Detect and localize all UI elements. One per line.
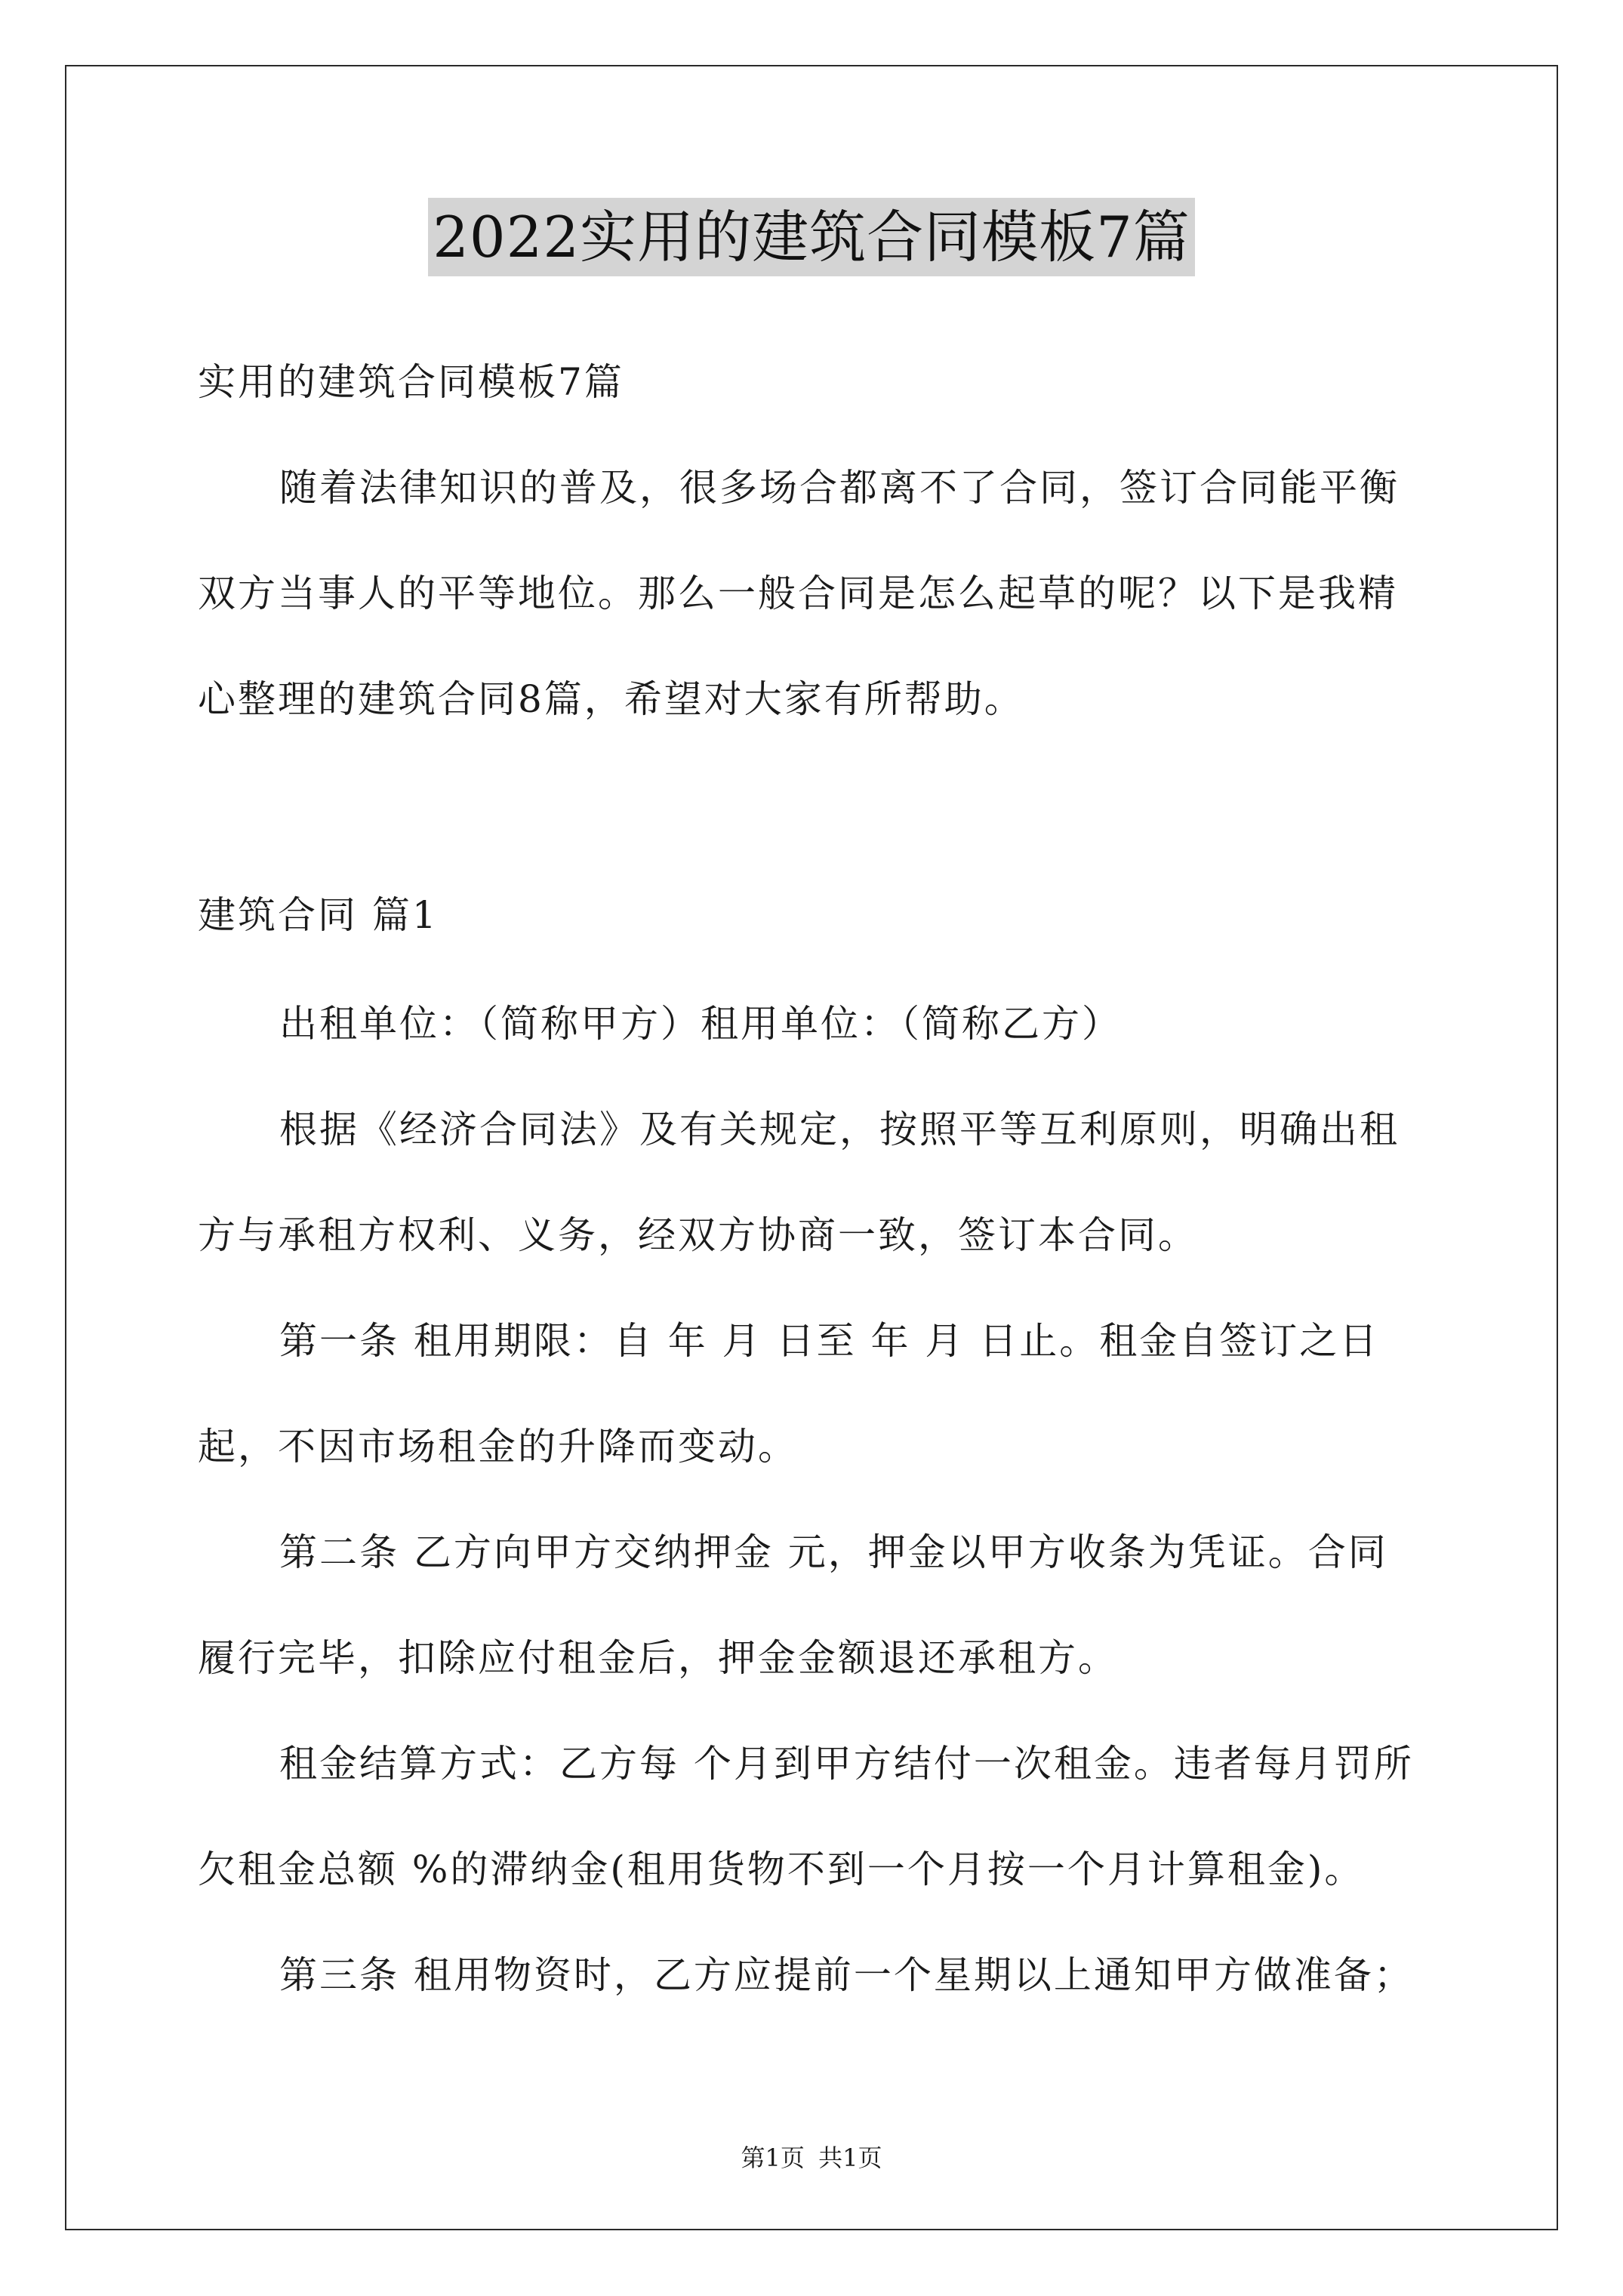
body-line-6: 第二条 乙方向甲方交纳押金 元，押金以甲方收条为凭证。合同 [279,1530,1388,1574]
body-line-2: 根据《经济合同法》及有关规定，按照平等互利原则，明确出租 [279,1108,1400,1151]
page-number-current: 第1页 [741,2143,805,2172]
document-subtitle: 实用的建筑合同模板7篇 [198,360,624,404]
intro-line-1: 随着法律知识的普及，很多场合都离不了合同，签订合同能平衡 [279,466,1400,510]
document-title: 2022实用的建筑合同模板7篇 [428,198,1195,276]
body-line-3: 方与承租方权利、义务，经双方协商一致，签订本合同。 [198,1213,1198,1257]
body-line-1: 出租单位：（简称甲方）租用单位：（简称乙方） [279,1002,1122,1046]
page-number-total: 共1页 [818,2143,882,2172]
section-heading: 建筑合同 篇1 [198,893,439,937]
body-line-4: 第一条 租用期限：自 年 月 日至 年 月 日止。租金自签订之日 [279,1319,1380,1363]
body-line-7: 履行完毕，扣除应付租金后，押金金额退还承租方。 [198,1636,1118,1680]
intro-line-2: 双方当事人的平等地位。那么一般合同是怎么起草的呢？以下是我精 [198,572,1398,615]
page-footer [0,2143,1623,2173]
intro-line-3: 心整理的建筑合同8篇，希望对大家有所帮助。 [198,677,1024,721]
title-container [0,198,1623,276]
body-line-5: 起，不因市场租金的升降而变动。 [198,1425,798,1469]
body-line-10: 第三条 租用物资时，乙方应提前一个星期以上通知甲方做准备； [279,1953,1414,1997]
body-line-9: 欠租金总额 %的滞纳金(租用货物不到一个月按一个月计算租金)。 [198,1848,1365,1891]
body-line-8: 租金结算方式：乙方每 个月到甲方结付一次租金。违者每月罚所 [279,1742,1414,1786]
